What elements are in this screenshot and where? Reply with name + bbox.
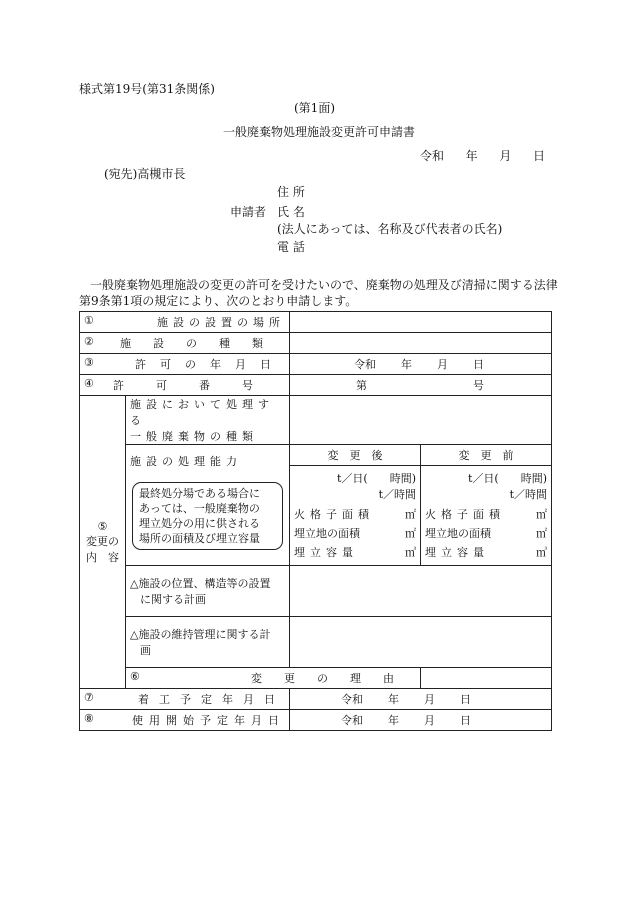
row-number: ① bbox=[84, 314, 94, 327]
row-number: ③ bbox=[84, 356, 94, 369]
document-title: 一般廃棄物処理施設変更許可申請書 bbox=[223, 125, 416, 139]
applicant-phone-label: 電 話 bbox=[277, 240, 305, 254]
row-label: 着工予定年月日 bbox=[138, 693, 285, 706]
label-facility-type bbox=[84, 335, 285, 351]
label-change-contents: ⑤ 変更の 内 容 bbox=[80, 396, 126, 689]
label-use-start bbox=[84, 712, 285, 728]
label-maintenance-plan: △施設の維持管理に関する計 画 bbox=[126, 617, 290, 668]
row-construction-plan bbox=[80, 566, 552, 617]
label-construction-start bbox=[84, 691, 285, 707]
intro-line-2: 第9条第1項の規定により、次のとおり申請します。 bbox=[79, 294, 358, 308]
row-number: ⑥ bbox=[130, 670, 140, 683]
row-change-reason bbox=[80, 668, 552, 689]
input-location[interactable] bbox=[290, 312, 552, 333]
applicant-name-note: (法人にあっては、名称及び代表者の氏名) bbox=[277, 222, 503, 236]
row-waste-type bbox=[80, 396, 552, 445]
row-construction-start bbox=[80, 689, 552, 710]
date-day: 日 bbox=[532, 149, 545, 163]
row-number: ② bbox=[84, 335, 94, 348]
row-permit-date bbox=[80, 354, 552, 375]
input-facility-type[interactable] bbox=[290, 333, 552, 354]
landfill-note: 最終処分場である場合に あっては、一般廃棄物の 埋立処分の用に供される 場所の面積及び埋立容量 bbox=[130, 482, 285, 550]
applicant-label: 申請者 bbox=[230, 205, 267, 219]
label-capacity: 施設の処理能力 bbox=[126, 445, 290, 566]
row-label: 許可の年月日 bbox=[135, 358, 285, 371]
input-construction-plan[interactable] bbox=[290, 566, 552, 617]
row-number: ⑦ bbox=[84, 691, 94, 704]
row-location bbox=[80, 312, 552, 333]
label-location bbox=[84, 314, 285, 330]
row-number: ④ bbox=[84, 377, 94, 390]
application-date bbox=[420, 149, 545, 164]
label-permit-date bbox=[84, 356, 285, 372]
row-label: 施設の種類 bbox=[120, 337, 285, 350]
date-month: 月 bbox=[499, 149, 512, 163]
page-label: (第1面) bbox=[294, 101, 335, 115]
row-label: 施設の設置の場所 bbox=[157, 316, 285, 329]
input-use-start[interactable]: 令和 年 月 日 bbox=[290, 710, 552, 731]
row-use-start bbox=[80, 710, 552, 731]
intro-line-1: 一般廃棄物処理施設の変更の許可を受けたいので、廃棄物の処理及び清掃に関する法律 bbox=[90, 278, 558, 292]
input-construction-start[interactable]: 令和 年 月 日 bbox=[290, 689, 552, 710]
row-maintenance-plan bbox=[80, 617, 552, 668]
input-permit-date[interactable]: 令和 年 月 日 bbox=[290, 354, 552, 375]
row-label: 許可番号 bbox=[113, 379, 285, 392]
row-label: 変更の理由 bbox=[251, 672, 416, 685]
label-change-reason bbox=[130, 670, 416, 686]
input-waste-type[interactable] bbox=[290, 396, 552, 445]
label-permit-number bbox=[84, 377, 285, 393]
row-facility-type bbox=[80, 333, 552, 354]
input-change-reason[interactable] bbox=[421, 668, 552, 689]
date-era: 令和 bbox=[420, 149, 445, 163]
input-maintenance-plan[interactable] bbox=[290, 617, 552, 668]
applicant-name-label: 氏 名 bbox=[277, 205, 305, 219]
label-construction-plan: △施設の位置、構造等の設置 に関する計画 bbox=[126, 566, 290, 617]
applicant-address-label: 住 所 bbox=[277, 185, 305, 199]
row-permit-number bbox=[80, 375, 552, 396]
header-before-change: 変 更 前 bbox=[421, 445, 552, 466]
row-capacity-headers bbox=[80, 445, 552, 466]
input-after-change[interactable]: t／日( 時間) t／時間 火格子面積 ㎡ 埋立地の面積 ㎡ 埋立容量 ㎥ bbox=[290, 466, 421, 566]
label-waste-type: 施設において処理する 一般廃棄物の種類 bbox=[126, 396, 290, 445]
date-year: 年 bbox=[465, 149, 478, 163]
header-after-change: 変 更 後 bbox=[290, 445, 421, 466]
input-permit-number[interactable]: 第 号 bbox=[290, 375, 552, 396]
row-number: ⑧ bbox=[84, 712, 94, 725]
input-before-change[interactable]: t／日( 時間) t／時間 火格子面積 ㎡ 埋立地の面積 ㎡ 埋立容量 ㎥ bbox=[421, 466, 552, 566]
addressee: (宛先)高槻市長 bbox=[104, 167, 186, 181]
form-number: 様式第19号(第31条関係) bbox=[79, 82, 215, 96]
row-label: 使用開始予定年月日 bbox=[132, 714, 285, 727]
